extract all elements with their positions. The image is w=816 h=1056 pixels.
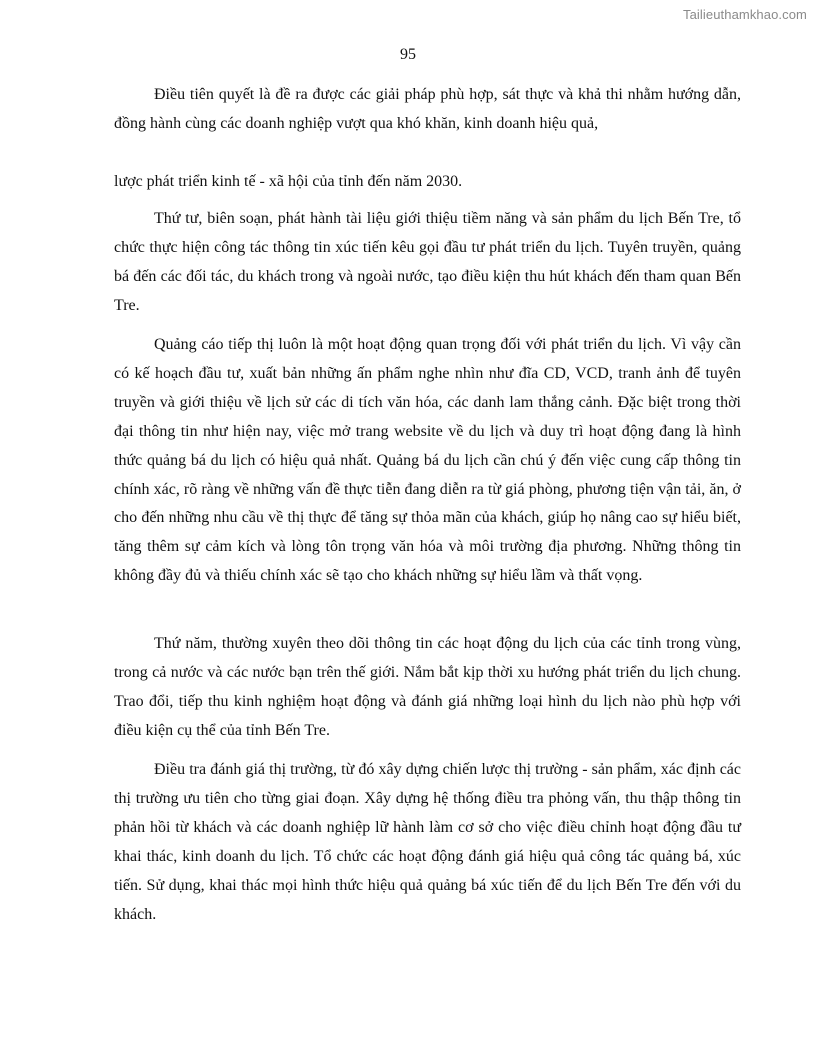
paragraph-fifth-measure: Thứ năm, thường xuyên theo dõi thông tin các hoạt động du lịch của các tỉnh trong vùng, trong cả nước và các nước bạn trên thế giới. Nắm bắt kịp thời xu hướng phát triển du lịch chung. Trao đổi, tiếp thu kinh nghiệm hoạt động và đánh giá những loại hình du lịch nào phù hợp với điều kiện cụ thể của tỉnh Bến Tre. — [114, 635, 741, 739]
paragraph-advertising: Quảng cáo tiếp thị luôn là một hoạt động quan trọng đối với phát triển du lịch. Vì vậy cần có kế hoạch đầu tư, xuất bản những ấn phẩm nghe nhìn như đĩa CD, VCD, tranh ảnh để tuyên truyền và giới thiệu về lịch sử các di tích văn hóa, các danh lam thắng cảnh. Đặc biệt trong thời đại thông tin như hiện nay, việc mở trang website về du lịch và duy trì hoạt động đang là hình thức quảng bá du lịch có hiệu quả nhất. Quảng bá du lịch cần chú ý đến việc cung cấp thông tin chính xác, rõ ràng về những vấn đề thực tiễn đang diễn ra từ giá phòng, phương tiện vận tải, ăn, ở cho đến những nhu cầu về thị thực để tăng sự thỏa mãn của khách, giúp họ nâng cao sự hiểu biết, tăng thêm sự cảm kích và lòng tôn trọng văn hóa và môi trường địa phương. Những thông tin không đầy đủ và thiếu chính xác sẽ tạo cho khách những sự hiểu lầm và thất vọng. — [114, 336, 741, 585]
paragraph-strategy-fragment: lược phát triển kinh tế - xã hội của tỉnh đến năm 2030. — [114, 173, 463, 190]
page-number: 95 — [400, 46, 416, 63]
watermark: Tailieuthamkhao.com — [682, 7, 807, 22]
paragraph-market-research: Điều tra đánh giá thị trường, từ đó xây dựng chiến lược thị trường - sản phẩm, xác định các thị trường ưu tiên cho từng giai đoạn. Xây dựng hệ thống điều tra phỏng vấn, thu thập thông tin phản hồi từ khách và các doanh nghiệp lữ hành làm cơ sở cho việc điều chỉnh hoạt động đầu tư khai thác, kinh doanh du lịch. Tổ chức các hoạt động đánh giá hiệu quả công tác quảng bá, xúc tiến. Sử dụng, khai thác mọi hình thức hiệu quả quảng bá xúc tiến để du lịch Bến Tre đến với du khách. — [114, 761, 741, 923]
paragraph-fourth-measure: Thứ tư, biên soạn, phát hành tài liệu giới thiệu tiềm năng và sản phẩm du lịch Bến Tre, tổ chức thực hiện công tác thông tin xúc tiến kêu gọi đầu tư phát triển du lịch. Tuyên truyền, quảng bá đến các đối tác, du khách trong và ngoài nước, tạo điều kiện thu hút khách đến tham quan Bến Tre. — [114, 210, 741, 314]
paragraph-prerequisite: Điều tiên quyết là đề ra được các giải pháp phù hợp, sát thực và khả thi nhằm hướng dẫn, đồng hành cùng các doanh nghiệp vượt qua khó khăn, kinh doanh hiệu quả, — [114, 86, 741, 132]
